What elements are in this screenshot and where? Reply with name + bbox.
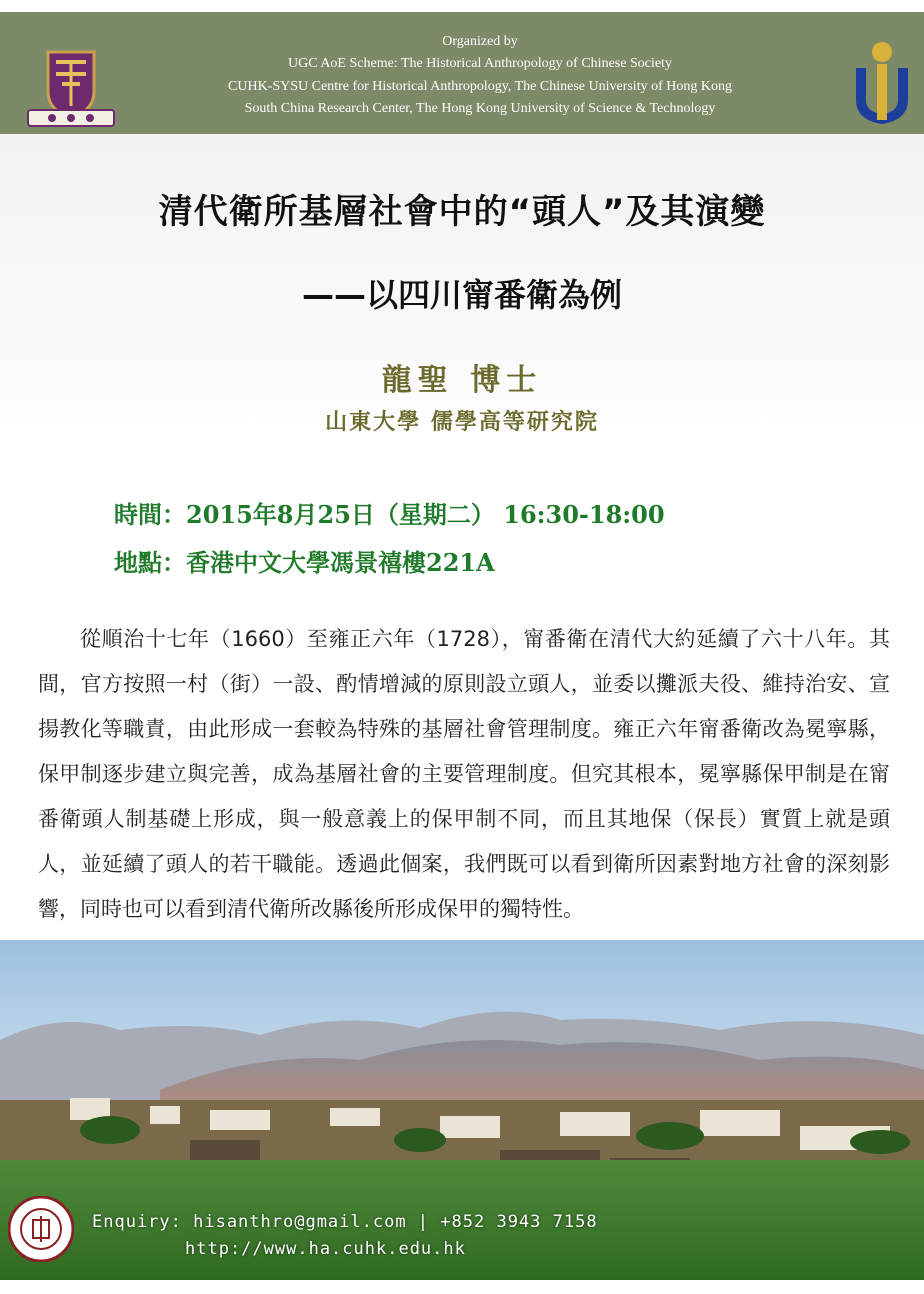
talk-subtitle: ——以四川甯番衛為例 xyxy=(301,276,622,314)
cuhk-crest-icon xyxy=(22,48,120,134)
talk-title: 清代衛所基層社會中的“頭人”及其演變 xyxy=(158,192,766,232)
organizer-hkust: South China Research Center, The Hong Kong University of Science & Technology xyxy=(244,101,716,116)
bottom-margin xyxy=(0,1280,924,1294)
enquiry-contact: Enquiry: hisanthro@gmail.com | +852 3943 7158 xyxy=(92,1212,598,1232)
event-time: 時間：2015年8月25日（星期二） 16:30-18:00 xyxy=(114,500,665,529)
organized-by-label: Organized by xyxy=(442,34,518,49)
event-venue: 地點：香港中文大學馮景禧樓221A xyxy=(114,548,495,577)
organizer-cuhk-sysu: CUHK-SYSU Centre for Historical Anthropology, The Chinese University of Hong Kong xyxy=(228,79,732,94)
hkust-logo-icon xyxy=(852,42,912,132)
speaker-affiliation: 山東大學 儒學高等研究院 xyxy=(325,409,599,435)
organizer-banner xyxy=(0,12,924,134)
abstract-paragraph: 從順治十七年（1660）至雍正六年（1728），甯番衛在清代大約延續了六十八年。其間，官方按照一村（街）一設、酌情增減的原則設立頭人，並委以攤派夫役、維持治安、宣揚教化等職責，由此形成一套較為特殊的基層社會管理制度。雍正六年甯番衛改為冕寧縣，保甲制逐步建立與完善，成為基層社會的主要管理制度。但究其根本，冕寧縣保甲制是在甯番衛頭人制基礎上形成，與一般意義上的保甲制不同，而且其地保（保長）實質上就是頭人，並延續了頭人的若干職能。透過此個案，我們既可以看到衛所因素對地方社會的深刻影響，同時也可以看到清代衛所改縣後所形成保甲的獨特性。 xyxy=(38,627,890,921)
historical-anthropology-seal-icon xyxy=(8,1196,74,1262)
website-link[interactable]: http://www.ha.cuhk.edu.hk xyxy=(185,1239,466,1259)
speaker-name: 龍聖 博士 xyxy=(381,363,543,398)
organizer-aoe: UGC AoE Scheme: The Historical Anthropology of Chinese Society xyxy=(288,56,672,71)
